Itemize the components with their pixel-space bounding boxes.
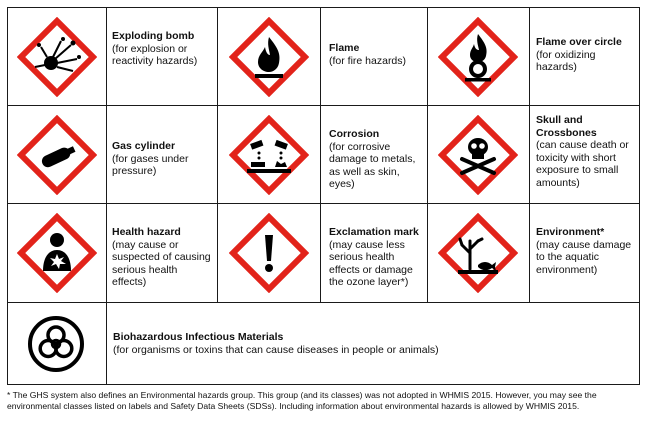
exploding-bomb-icon — [17, 17, 97, 97]
pictogram-description: (may cause or suspected of causing serious health effects) — [112, 238, 211, 288]
pictogram-description: (for gases under pressure) — [112, 152, 189, 177]
pictogram-text-cell — [321, 106, 427, 203]
biohazard-icon — [26, 314, 86, 374]
footnote: * The GHS system also defines an Environmental hazards group. This group (and its classes) was not adopted in WHMIS 2015. However, you may see the environmental classes listed on labels and Safety Data Sheets (SDSs). Including information about environmental hazards is allowed by WHMIS 2015. — [7, 390, 597, 411]
pictogram-text-cell — [530, 204, 639, 302]
pictogram-title: Exclamation mark — [329, 226, 419, 238]
pictogram-title: Exploding bomb — [112, 30, 195, 42]
pictogram-cell — [218, 106, 320, 203]
exclamation-mark-icon — [229, 213, 309, 293]
pictogram-title: Biohazardous Infectious Materials — [113, 331, 284, 343]
pictogram-description: (for organisms or toxins that can cause diseases in people or animals) — [113, 343, 439, 356]
pictogram-title: Corrosion — [329, 128, 380, 140]
pictogram-text-cell — [321, 204, 427, 302]
pictogram-cell — [428, 204, 529, 302]
pictogram-description: (for oxidizing hazards) — [536, 48, 596, 73]
pictogram-table — [7, 7, 640, 385]
pictogram-cell — [428, 8, 529, 105]
pictogram-cell — [8, 303, 106, 384]
pictogram-title: Gas cylinder — [112, 140, 176, 152]
pictogram-title: Environment* — [536, 226, 605, 238]
health-hazard-icon — [17, 213, 97, 293]
pictogram-title: Skull and Crossbones — [536, 114, 597, 139]
pictogram-cell — [218, 8, 320, 105]
pictogram-text-cell — [530, 8, 639, 105]
pictogram-title: Flame — [329, 42, 360, 54]
corrosion-icon — [229, 115, 309, 195]
pictogram-text-cell — [107, 303, 639, 384]
pictogram-cell — [8, 204, 106, 302]
flame-icon — [229, 17, 309, 97]
pictogram-description: (may cause less serious health effects or damage the ozone layer*) — [329, 238, 413, 288]
pictogram-description: (can cause death or toxicity with short exposure to small amounts) — [536, 139, 629, 189]
pictogram-cell — [8, 106, 106, 203]
environment-icon — [438, 213, 518, 293]
skull-crossbones-icon — [438, 115, 518, 195]
pictogram-text-cell — [107, 204, 217, 302]
pictogram-text-cell — [107, 106, 217, 203]
pictogram-description: (for explosion or reactivity hazards) — [112, 42, 198, 67]
pictogram-text-cell — [321, 8, 427, 105]
gas-cylinder-icon — [17, 115, 97, 195]
pictogram-description: (may cause damage to the aquatic environment) — [536, 238, 632, 276]
pictogram-text-cell — [107, 8, 217, 105]
flame-over-circle-icon — [438, 17, 518, 97]
pictogram-text-cell — [530, 106, 639, 203]
pictogram-description: (for fire hazards) — [329, 54, 407, 67]
pictogram-description: (for corrosive damage to metals, as well as skin, eyes) — [329, 140, 416, 190]
pictogram-cell — [218, 204, 320, 302]
pictogram-title: Health hazard — [112, 226, 181, 238]
pictogram-cell — [428, 106, 529, 203]
pictogram-cell — [8, 8, 106, 105]
pictogram-title: Flame over circle — [536, 36, 622, 48]
